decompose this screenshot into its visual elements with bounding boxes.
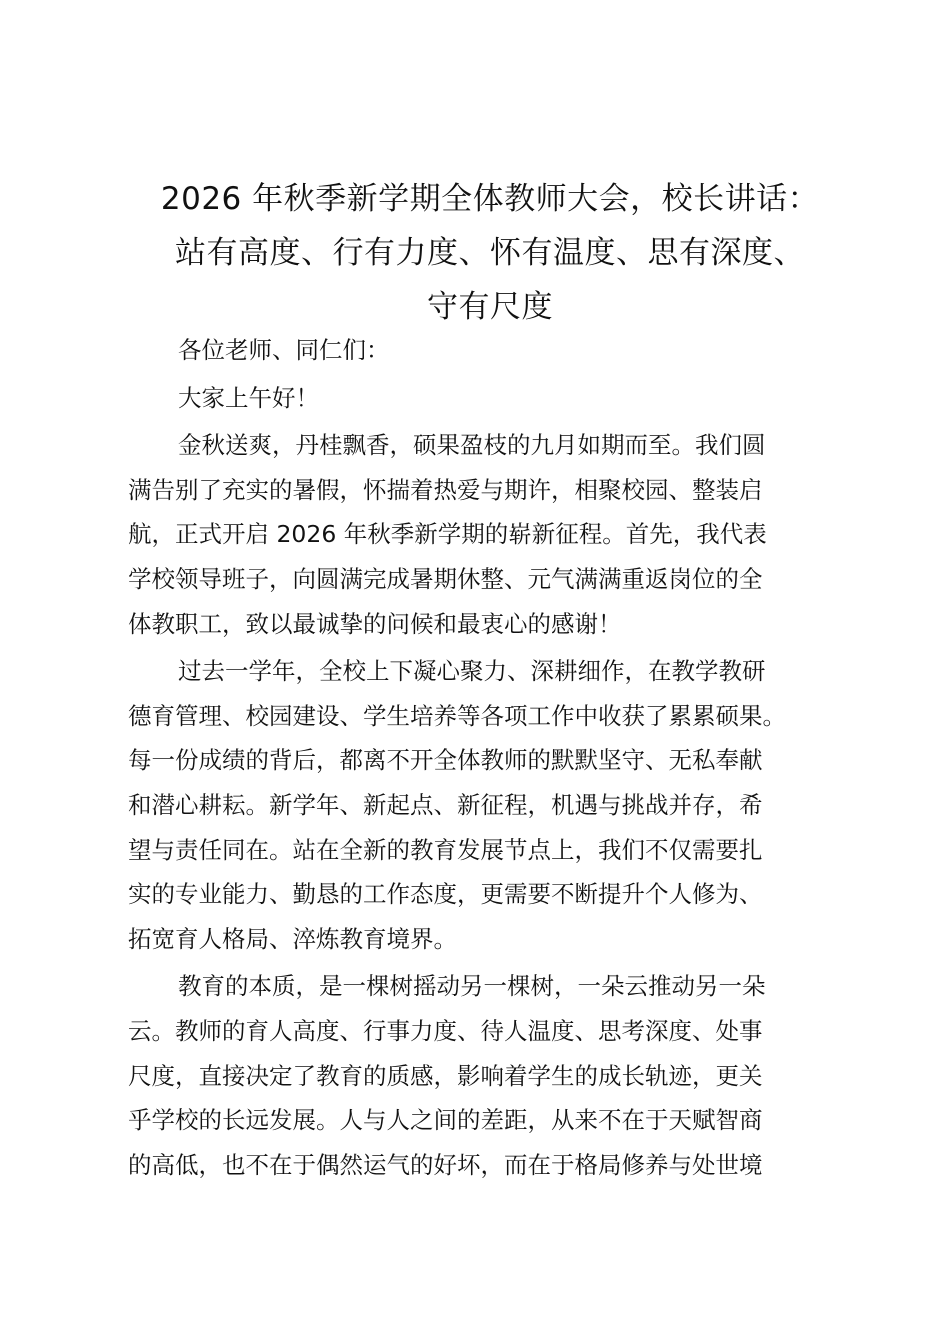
text-line: 金秋送爽，丹桂飘香，硕果盈枝的九月如期而至。我们圆 bbox=[178, 431, 766, 460]
title-line: 站有高度、行有力度、怀有温度、思有深度、 bbox=[175, 235, 805, 271]
text-line: 和潜心耕耘。新学年、新起点、新征程，机遇与挑战并存，希 bbox=[128, 790, 763, 819]
text-line: 望与责任同在。站在全新的教育发展节点上，我们不仅需要扎 bbox=[128, 835, 763, 864]
text-line: 学校领导班子，向圆满完成暑期休整、元气满满重返岗位的全 bbox=[128, 564, 763, 593]
body-paragraph bbox=[128, 964, 840, 1187]
greeting-paragraph bbox=[128, 376, 840, 421]
text-line: 每一份成绩的背后，都离不开全体教师的默默坚守、无私奉献 bbox=[128, 746, 763, 775]
text-line: 的高低，也不在于偶然运气的好坏，而在于格局修养与处世境 bbox=[128, 1150, 763, 1179]
text-line: 尺度，直接决定了教育的质感，影响着学生的成长轨迹，更关 bbox=[128, 1061, 763, 1090]
title-line: 2026 年秋季新学期全体教师大会，校长讲话： bbox=[160, 181, 820, 217]
text-line: 拓宽育人格局、淬炼教育境界。 bbox=[128, 924, 457, 953]
text-line: 实的专业能力、勤恳的工作态度，更需要不断提升个人修为、 bbox=[128, 880, 763, 909]
text-line: 教育的本质，是一棵树摇动另一棵树，一朵云推动另一朵 bbox=[178, 972, 766, 1001]
text-line: 体教职工，致以最诚挚的问候和最衷心的感谢！ bbox=[128, 609, 622, 638]
text-line: 云。教师的育人高度、行事力度、待人温度、思考深度、处事 bbox=[128, 1016, 763, 1045]
title-line: 守有尺度 bbox=[427, 289, 553, 325]
document-title bbox=[110, 172, 870, 334]
body-paragraph bbox=[128, 423, 840, 646]
text-line: 大家上午好！ bbox=[178, 383, 319, 412]
text-line: 乎学校的长远发展。人与人之间的差距，从来不在于天赋智商 bbox=[128, 1106, 763, 1135]
text-line: 航，正式开启 2026 年秋季新学期的崭新征程。首先，我代表 bbox=[128, 520, 767, 549]
document-body bbox=[128, 328, 840, 1190]
text-line: 各位老师、同仁们： bbox=[178, 336, 390, 364]
text-line: 满告别了充实的暑假，怀揣着热爱与期许，相聚校园、整装启 bbox=[128, 475, 763, 504]
salutation-paragraph bbox=[128, 328, 840, 373]
body-paragraph bbox=[128, 649, 840, 961]
text-line: 过去一学年，全校上下凝心聚力、深耕细作，在教学教研 bbox=[178, 657, 766, 686]
text-line: 德育管理、校园建设、学生培养等各项工作中收获了累累硕果。 bbox=[128, 701, 786, 730]
